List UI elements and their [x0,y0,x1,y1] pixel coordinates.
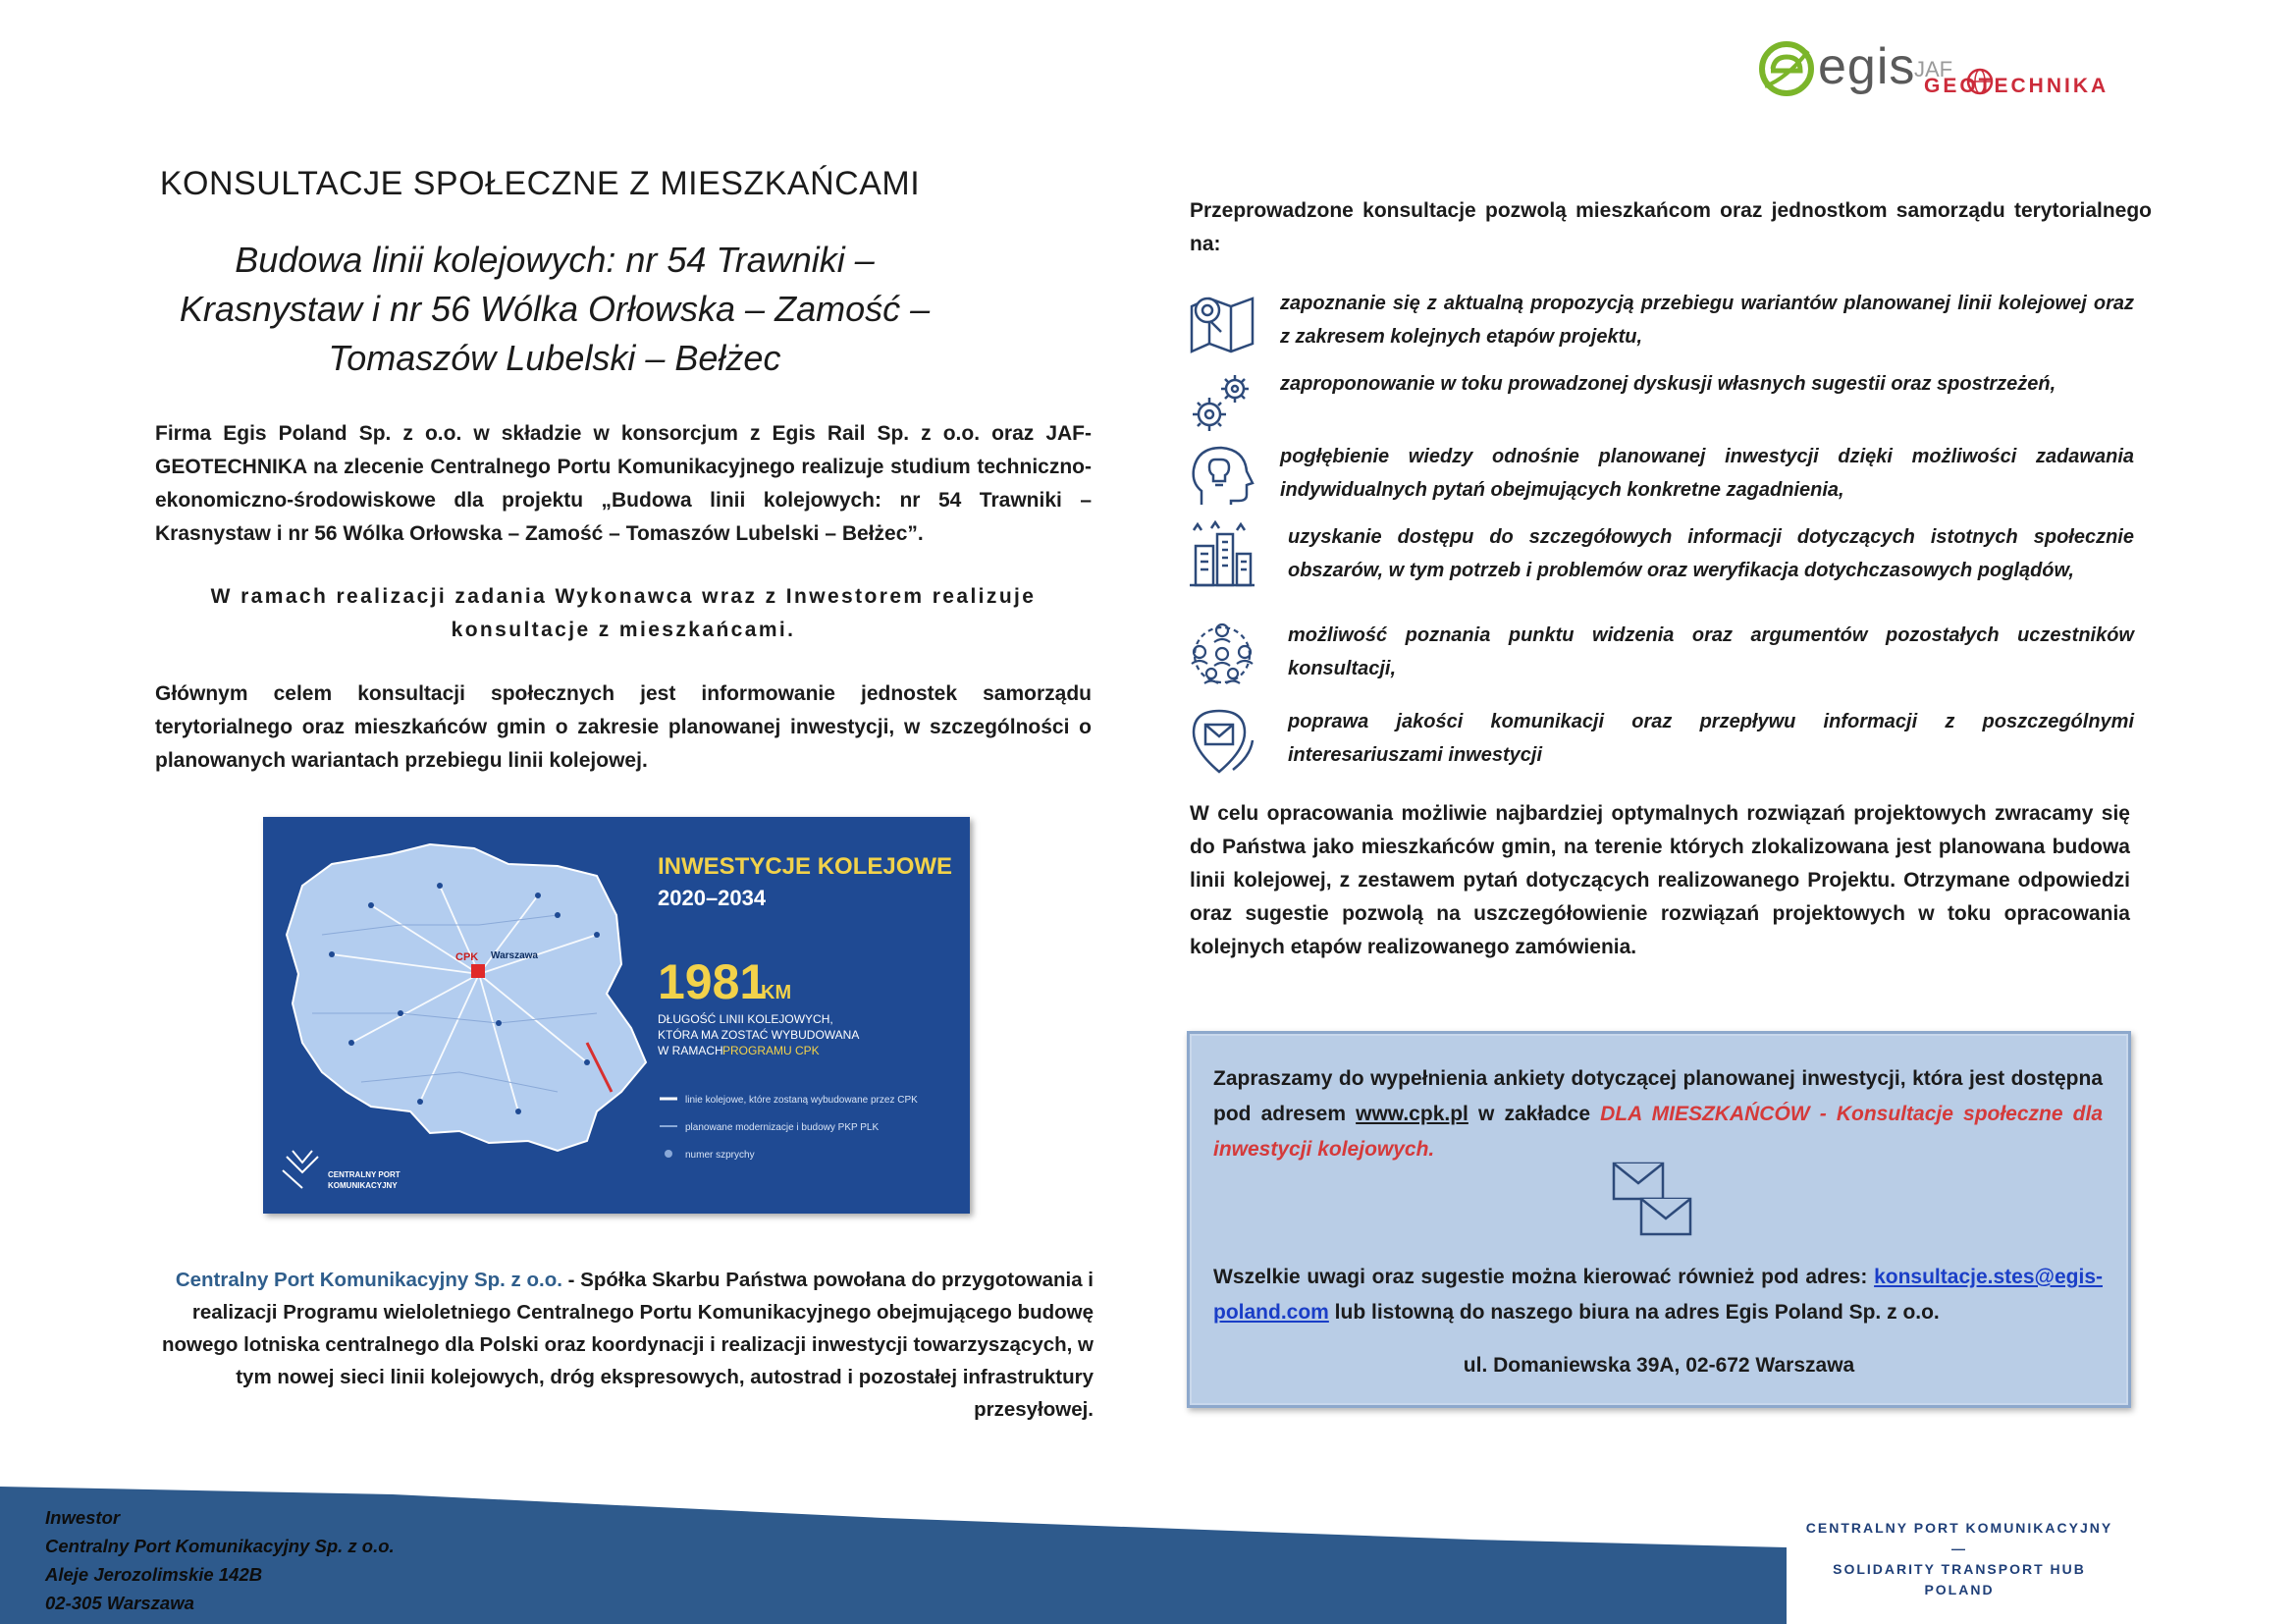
egis-jaf-geotechnika-logo [1757,35,2130,104]
request-paragraph: W celu opracowania możliwie najbardziej optymalnych rozwiązań projektowych zwracamy się do Państwa jako mieszkańców gmin, na terenie których zlokalizowana jest planowana budowa linii kolejowej, z zestawem pytań dotyczących realizowanego Projektu. Otrzymane odpowiedzi oraz sugestie pozwolą na uszczegółowienie rozwiązań projektowych w toku opracowania kolejnych etapów realizowanego zamówienia. [1190,802,2130,958]
cpk-footer-line3: POLAND [1924,1582,1995,1597]
residents-tab-name: DLA MIESZKAŃCÓW - Konsultacje społeczne dla inwestycji kolejowych. [1213,1103,2104,1161]
cpk-footer-logo [1802,1518,2116,1600]
cpk-map-logo-line1: CENTRALNY PORT [328,1170,400,1179]
office-address: ul. Domaniewska 39A, 02-672 Warszawa [1463,1354,1855,1377]
egis-logo-text: egis [1818,38,1916,95]
benefit-text: zapoznanie się z aktualną propozycją przebiegu wariantów planowanej linii kolejowej oraz z zakresem kolejnych etapów projektu, [1280,293,2134,348]
km-value: 1981 [658,954,768,1009]
page-title: KONSULTACJE SPOŁECZNE Z MIESZKAŃCAMI [159,165,921,202]
benefit-text: pogłębienie wiedzy odnośnie planowanej inwestycji dzięki możliwości zadawania indywidualnych pytań obejmujących konkretne zagadnienia, [1280,446,2134,501]
investor-name: Centralny Port Komunikacyjny Sp. z o.o. [45,1536,395,1556]
legend-spoke-number: numer szprychy [685,1150,755,1161]
map-years: 2020–2034 [658,886,767,910]
contact-text-b: lub listowną do naszego biura na adres Egis Poland Sp. z o.o. [1328,1301,1940,1324]
contact-email-link[interactable]: konsultacje.stes@egis-poland.com [1213,1266,2103,1324]
envelopes-icon [1610,1160,1698,1242]
contact-text [1213,1260,2103,1330]
people-network-icon [1186,619,1258,691]
cpk-map-label: CPK [455,951,479,963]
contact-text-a: Wszelkie uwagi oraz sugestie można kierować również pod adres: [1213,1266,1875,1288]
cpk-name: Centralny Port Komunikacyjny Sp. z o.o. [175,1269,562,1291]
cpk-website-link[interactable]: www.cpk.pl [1356,1103,1468,1125]
benefit-text: uzyskanie dostępu do szczegółowych informacji dotyczących istotnych społecznie obszarów, w tym potrzeb i problemów oraz weryfikacja dotychczasowych poglądów, [1288,526,2134,581]
mail-pin-icon [1186,705,1258,778]
globe-icon [1965,67,1995,96]
cpk-description-text: - Spółka Skarbu Państwa powołana do przygotowania i realizacji Programu wieloletniego Centralnego Portu Komunikacyjnego obejmującego budowę nowego lotniska centralnego dla Polski oraz koordynacji i realizacji inwestycji towarzyszących, w tym nowej sieci linii kolejowych, dróg ekspresowych, autostrad i pozostałej infrastruktury przesyłowej. [161,1269,1094,1421]
cpk-description [157,1264,1094,1426]
cpk-marker [471,964,485,978]
intro-paragraph: Firma Egis Poland Sp. z o.o. w składzie w konsorcjum z Egis Rail Sp. z o.o. oraz JAF-GEOTECHNIKA na zlecenie Centralnego Portu Komunikacyjnego realizuje studium techniczno-ekonomiczno-środowiskowe dla projektu „Budowa linii kolejowych: nr 54 Trawniki – Krasnystaw i nr 56 Wólka Orłowska – Zamość – Tomaszów Lubelski – Bełżec”. [155,422,1092,545]
benefits-intro: Przeprowadzone konsultacje pozwolą mieszkańcom oraz jednostkom samorządu terytorialnego na: [1190,199,2152,255]
cpk-footer-line2: SOLIDARITY TRANSPORT HUB [1833,1561,2086,1577]
map-desc-line2: KTÓRA MA ZOSTAĆ WYBUDOWANA [658,1028,860,1042]
benefit-text: możliwość poznania punktu widzenia oraz argumentów pozostałych uczestników konsultacji, [1288,624,2134,679]
gears-icon [1186,367,1258,440]
rail-investment-map [263,817,970,1214]
cpk-footer-line1: CENTRALNY PORT KOMUNIKACYJNY [1805,1520,2113,1536]
survey-invitation-box [1187,1031,2131,1408]
goal-paragraph: Głównym celem konsultacji społecznych jest informowanie jednostek samorządu terytorialnego oraz mieszkańców gmin o zakresie planowanej inwestycji, w szczególności o planowanych wariantach przebiegu linii kolejowej. [155,682,1092,772]
benefit-text: poprawa jakości komunikacji oraz przepływu informacji z poszczególnymi interesariuszami inwestycji [1288,711,2134,766]
city-buildings-icon [1186,520,1258,593]
cpk-map-logo-line2: KOMUNIKACYJNY [328,1181,398,1190]
investor-label: Inwestor [45,1507,121,1528]
poland-map-graphic [263,817,970,1214]
consultation-statement: W ramach realizacji zadania Wykonawca wraz z Inwestorem realizuje konsultacje z mieszkańcami. [210,585,1037,641]
egis-e-icon [1757,39,1816,98]
jaf-logo-text: JAF [1914,57,1953,81]
legend-dot [665,1150,672,1158]
survey-invitation-text [1213,1061,2103,1167]
map-title: INWESTYCJE KOLEJOWE [658,853,953,880]
poland-outline [287,844,646,1151]
investor-city: 02-305 Warszawa [45,1593,194,1613]
investor-street: Aleje Jerozolimskie 142B [45,1564,263,1585]
geotechnika-logo-text: GEOTECHNIKA [1924,75,2109,97]
legend-plk-lines: planowane modernizacje i budowy PKP PLK [685,1122,880,1133]
invite-text-b: w zakładce [1468,1103,1601,1125]
cpk-footer-dash: — [1951,1541,1967,1556]
map-desc-line1: DŁUGOŚĆ LINII KOLEJOWYCH, [658,1012,833,1026]
map-icon [1186,287,1258,359]
benefit-text: zaproponowanie w toku prowadzonej dyskusji własnych sugestii oraz spostrzeżeń, [1280,373,2056,395]
cpk-map-logo-icon [283,1151,318,1188]
investor-info [45,1503,395,1617]
head-lightbulb-icon [1186,440,1258,513]
map-desc-program: PROGRAMU CPK [722,1044,820,1057]
km-unit: KM [761,982,792,1003]
invite-text-a: Zapraszamy do wypełnienia ankiety dotyczącej planowanej inwestycji, która jest dostępna pod adresem [1213,1067,2103,1125]
warsaw-map-label: Warszawa [491,950,538,961]
legend-cpk-lines: linie kolejowe, które zostaną wybudowane przez CPK [685,1095,918,1106]
map-desc-line3: W RAMACH [658,1044,723,1057]
page-subtitle: Budowa linii kolejowych: nr 54 Trawniki – Krasnystaw i nr 56 Wólka Orłowska – Zamość – Tomaszów Lubelski – Bełżec [179,240,931,378]
